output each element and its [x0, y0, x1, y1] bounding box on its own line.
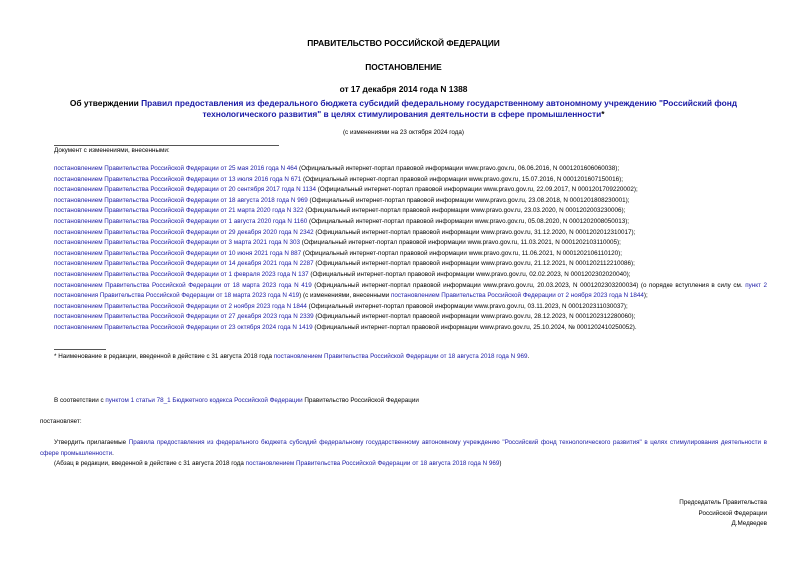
- basis-suffix: Правительство Российской Федерации: [302, 397, 419, 404]
- signature-name: Д.Медведев: [731, 520, 767, 527]
- date-number-heading: от 17 декабря 2014 года N 1388: [339, 84, 468, 94]
- change-item: [54, 206, 767, 217]
- change-text: (Официальный интернет-портал правовой информации www.pravo.gov.ru, 28.12.2023, N 0001202312280060);: [313, 313, 636, 321]
- doc-type-heading: ПОСТАНОВЛЕНИЕ: [365, 62, 442, 72]
- change-item: [54, 323, 767, 334]
- abzac-prefix: (Абзац в редакции, введенной в действие с 31 августа 2018 года: [54, 460, 246, 467]
- change-text: (Официальный интернет-портал правовой информации www.pravo.gov.ru, 11.03.2021, N 0001202103110005);: [300, 239, 621, 247]
- change-item: [54, 164, 767, 175]
- footnote-link[interactable]: постановлением Правительства Российской Федерации от 18 августа 2018 года N 969: [273, 353, 528, 360]
- change-text: (Официальный интернет-портал правовой информации www.pravo.gov.ru, 31.12.2020, N 0001202012310017);: [313, 228, 636, 236]
- change-item: [54, 312, 767, 323]
- legal-basis: [54, 397, 419, 404]
- change-link[interactable]: постановлением Правительства Российской Федерации от 2 ноября 2023 года N 1844: [54, 302, 307, 310]
- change-link[interactable]: постановлением Правительства Российской Федерации от 10 июня 2021 года N 887: [54, 249, 302, 257]
- change-link[interactable]: постановлением Правительства Российской Федерации от 1 февраля 2023 года N 137: [54, 270, 309, 278]
- approve-prefix: Утвердить прилагаемые: [54, 439, 129, 446]
- change-link[interactable]: постановлением Правительства Российской Федерации от 3 марта 2021 года N 303: [54, 239, 301, 247]
- change-item: [54, 185, 767, 196]
- change-text: ) (с изменениями, внесенными: [299, 292, 391, 300]
- change-item: [54, 217, 767, 228]
- change-item: [54, 249, 767, 260]
- change-item: [54, 196, 767, 207]
- change-text: (Официальный интернет-портал правовой информации www.pravo.gov.ru, 25.10.2024, № 0001202410250052).: [312, 323, 637, 331]
- footnote: [54, 353, 529, 360]
- change-text: (Официальный интернет-портал правовой информации www.pravo.gov.ru, 15.07.2016, N 0001201607150016);: [301, 175, 624, 183]
- footnote-end: .: [527, 353, 530, 360]
- change-item: [54, 302, 767, 313]
- change-text: (Официальный интернет-портал правовой информации www.pravo.gov.ru, 06.06.2016, N 0001201606060038);: [297, 165, 620, 172]
- title-rules-link[interactable]: Правил предоставления из федерального бюджета субсидий федеральному государственному автономному учреждению "Российский фонд технологического развития" в целях стимулирования деятельности в сфере промышленности: [141, 98, 738, 119]
- basis-prefix: В соответствии с: [54, 397, 106, 404]
- abzac-suffix: ): [499, 460, 502, 467]
- change-link[interactable]: постановлением Правительства Российской Федерации от 1 августа 2020 года N 1160: [54, 217, 308, 225]
- change-item: [54, 270, 767, 281]
- change-item: [54, 228, 767, 239]
- change-link[interactable]: постановлением Правительства Российской Федерации от 23 октября 2024 года N 1419: [54, 323, 313, 331]
- changes-list: [54, 164, 767, 334]
- change-text: (Официальный интернет-портал правовой информации www.pravo.gov.ru, 05.08.2020, N 0001202008050013);: [307, 217, 630, 225]
- change-text: (Официальный интернет-портал правовой информации www.pravo.gov.ru, 23.03.2020, N 0001202003230006);: [303, 207, 626, 215]
- government-heading: ПРАВИТЕЛЬСТВО РОССИЙСКОЙ ФЕДЕРАЦИИ: [307, 38, 500, 48]
- paragraph-edition-note: [54, 460, 502, 467]
- abzac-link[interactable]: постановлением Правительства Российской Федерации от 18 августа 2018 года N 969: [245, 460, 500, 467]
- amendment-link[interactable]: постановлением Правительства Российской Федерации от 2 ноября 2023 года N 1844: [391, 292, 644, 300]
- change-text: (Официальный интернет-портал правовой информации www.pravo.gov.ru, 11.06.2021, N 0001202106110120);: [301, 249, 623, 257]
- changes-intro-text: Документ с изменениями, внесенными:: [54, 147, 170, 154]
- change-link[interactable]: постановлением Правительства Российской Федерации от 18 августа 2018 года N 969: [54, 196, 308, 204]
- budget-code-link[interactable]: пунктом 1 статьи 78_1 Бюджетного кодекса Российской Федерации: [105, 397, 303, 404]
- change-link[interactable]: постановлением Правительства Российской Федерации от 13 июля 2016 года N 671: [54, 175, 302, 183]
- change-link[interactable]: постановлением Правительства Российской Федерации от 20 сентября 2017 года N 1134: [54, 186, 316, 194]
- document-title: [40, 98, 767, 120]
- change-link[interactable]: постановлением Правительства Российской Федерации от 21 марта 2020 года N 322: [54, 207, 304, 215]
- title-asterisk: *: [601, 109, 605, 119]
- approve-suffix: .: [112, 449, 114, 457]
- change-item: [54, 175, 767, 186]
- change-text: (Официальный интернет-портал правовой информации www.pravo.gov.ru, 03.11.2023, N 0001202311030037);: [306, 302, 628, 310]
- change-link[interactable]: постановлением Правительства Российской Федерации от 27 декабря 2023 года N 2339: [54, 313, 314, 321]
- edition-note: (с изменениями на 23 октября 2024 года): [342, 129, 465, 136]
- signature-org: Российской Федерации: [698, 509, 767, 517]
- signature-position: Председатель Правительства: [679, 499, 767, 506]
- change-link[interactable]: постановлением Правительства Российской Федерации от 18 марта 2023 года N 419: [54, 281, 312, 289]
- change-text: (Официальный интернет-портал правовой информации www.pravo.gov.ru, 23.08.2018, N 0001201808230001);: [307, 196, 630, 204]
- footnote-text: * Наименование в редакции, введенной в действие с 31 августа 2018 года: [54, 353, 274, 360]
- change-text: (Официальный интернет-портал правовой информации www.pravo.gov.ru, 02.02.2023, N 0001202302020040);: [308, 270, 631, 278]
- signature-block: [679, 498, 767, 530]
- decree-word: постановляет:: [40, 418, 82, 425]
- approve-paragraph: [40, 438, 767, 459]
- change-text: (Официальный интернет-портал правовой информации www.pravo.gov.ru, 20.03.2023, N 0001202303200034) (о порядке вступления в силу см.: [311, 281, 746, 289]
- title-prefix: Об утверждении: [69, 98, 142, 108]
- change-link[interactable]: постановлением Правительства Российской Федерации от 14 декабря 2021 года N 2287: [54, 260, 314, 268]
- change-link[interactable]: постановлением Правительства Российской Федерации от 25 мая 2016 года N 464: [54, 165, 298, 172]
- change-item: [54, 238, 767, 249]
- footnote-separator: [54, 349, 106, 350]
- change-link[interactable]: постановлением Правительства Российской Федерации от 29 декабря 2020 года N 2342: [54, 228, 314, 236]
- effective-clause-link[interactable]: пункт 2 постановления Правительства Российской Федерации от 18 марта 2023 года N 419: [54, 281, 768, 300]
- change-text: (Официальный интернет-портал правовой информации www.pravo.gov.ru, 22.09.2017, N 0001201709220002);: [315, 186, 638, 194]
- changes-intro: [54, 145, 279, 155]
- change-item: [54, 259, 767, 270]
- change-text: (Официальный интернет-портал правовой информации www.pravo.gov.ru, 21.12.2021, N 0001202112210086);: [313, 260, 635, 268]
- change-text: );: [643, 292, 648, 300]
- change-item-long: [54, 281, 767, 302]
- approve-rules-link[interactable]: Правила предоставления из федерального бюджета субсидий федеральному государственному автономному учреждению "Российский фонд технологического развития" в целях стимулирования деятельности в сфере промышленности: [40, 439, 767, 457]
- separator-line: [54, 145, 279, 146]
